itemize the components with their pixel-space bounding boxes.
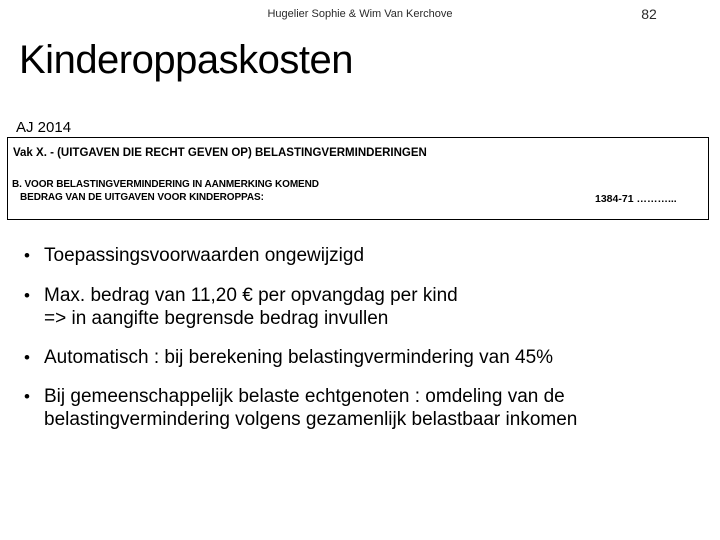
- bullet-line: belastingvermindering volgens gezamenlijk belastbaar inkomen: [44, 409, 578, 430]
- bullet-text: [44, 385, 704, 431]
- bullet-text: [44, 284, 704, 330]
- bullet-icon: •: [24, 387, 30, 406]
- header-author: Hugelier Sophie & Wim Van Kerchove: [267, 8, 453, 20]
- bullet-line: Toepassingsvoorwaarden ongewijzigd: [44, 245, 365, 266]
- bullet-line: Automatisch : bij berekening belastingvermindering van 45%: [44, 347, 554, 368]
- bullet-text: [44, 346, 704, 369]
- bullet-icon: •: [24, 286, 30, 305]
- bullet-icon: •: [24, 246, 30, 265]
- bullet-line: => in aangifte begrensde bedrag invullen: [44, 308, 389, 329]
- page-number: 82: [641, 6, 657, 22]
- bullet-text: [44, 244, 704, 267]
- bullet-line: Bij gemeenschappelijk belaste echtgenoten : omdeling van de: [44, 386, 565, 407]
- page-subtitle: AJ 2014: [16, 119, 72, 136]
- bullet-line: Max. bedrag van 11,20 € per opvangdag per kind: [44, 285, 458, 306]
- page-title: Kinderoppaskosten: [19, 38, 353, 82]
- tax-form-excerpt: [7, 137, 709, 220]
- form-item-line-1: B. VOOR BELASTINGVERMINDERING IN AANMERKING KOMEND: [12, 179, 319, 190]
- form-section-heading: Vak X. - (UITGAVEN DIE RECHT GEVEN OP) BELASTINGVERMINDERINGEN: [13, 147, 427, 159]
- form-item-line-2: BEDRAG VAN DE UITGAVEN VOOR KINDEROPPAS:: [20, 192, 264, 203]
- form-code-field: 1384-71 ………...: [595, 193, 677, 205]
- bullet-icon: •: [24, 348, 30, 367]
